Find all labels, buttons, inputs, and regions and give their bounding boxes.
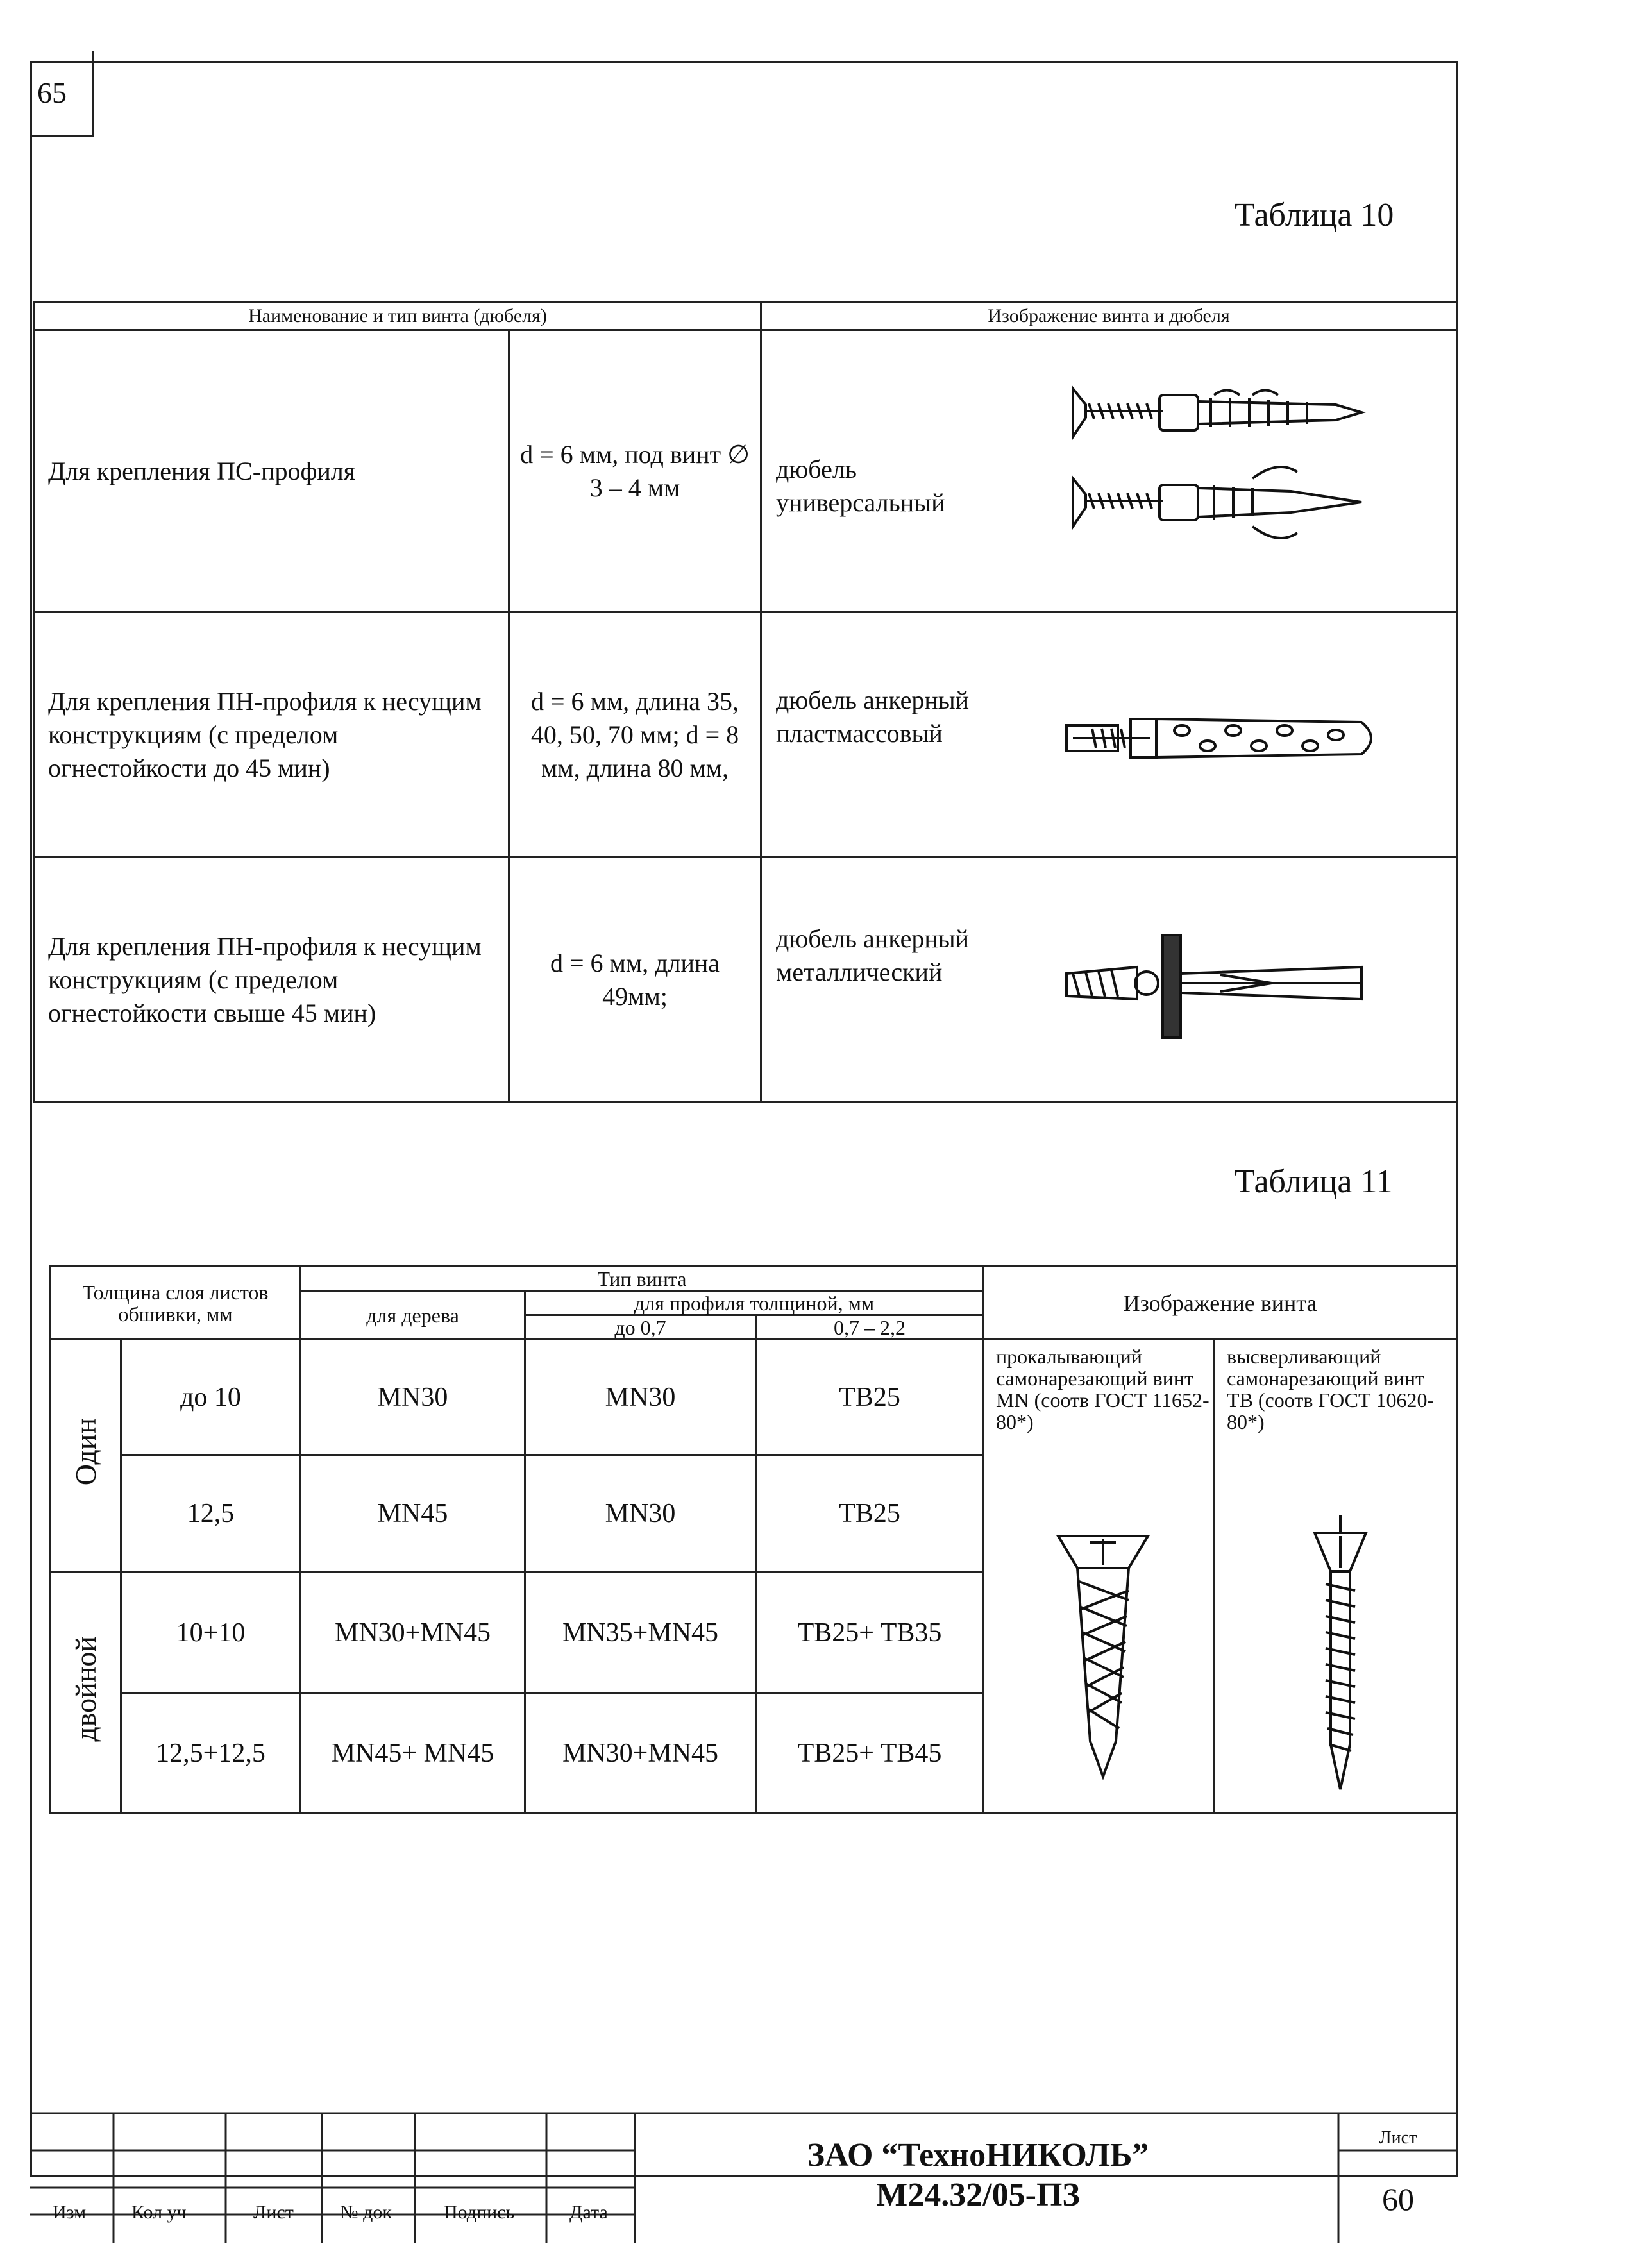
row-name: Для крепления ПН-профиля к несущим конструкциям (с пределом огнестойкости свыше 45 мин) <box>35 857 509 1102</box>
table-row <box>51 1340 1457 1455</box>
group-single: Один <box>51 1340 121 1572</box>
screw-mn-image <box>1042 1530 1164 1786</box>
stamp-label-change: Изм <box>53 2202 87 2223</box>
row-image-cell <box>761 612 1457 857</box>
screw-mn-note: прокалывающий самонарезающий винт MN (соотв ГОСТ 11652-80*) <box>996 1345 1210 1433</box>
row-name: Для крепления ПН-профиля к несущим конструкциям (с пределом огнестойкости до 45 мин) <box>35 612 509 857</box>
row-name: Для крепления ПС-профиля <box>35 330 509 612</box>
metal-anchor-dowel-image <box>1060 929 1394 1044</box>
cell-range: TB25+ TB35 <box>756 1572 984 1694</box>
group-double: двойной <box>51 1572 121 1813</box>
row-type: дюбель анкерный металлический <box>776 924 970 986</box>
table11-header-image: Изображение винта <box>984 1267 1457 1340</box>
table11-header-thickness: Толщина слоя листов обшивки, мм <box>51 1267 301 1340</box>
screw-mn-cell <box>984 1340 1215 1813</box>
stamp-sheet-label: Лист <box>1379 2128 1417 2148</box>
doc-code: М24.32/05-ПЗ <box>876 2177 1080 2213</box>
cell-thickness: 10+10 <box>121 1572 301 1694</box>
table11-header-wood: для дерева <box>301 1291 525 1340</box>
cell-wood: MN45 <box>301 1455 525 1572</box>
cell-wood: MN30+MN45 <box>301 1572 525 1694</box>
stamp-label-sheet: Лист <box>253 2202 294 2223</box>
screw-tb-image <box>1292 1514 1388 1796</box>
cell-range: TB25+ TB45 <box>756 1694 984 1813</box>
cell-thickness: 12,5 <box>121 1455 301 1572</box>
table10-header-image: Изображение винта и дюбеля <box>761 303 1457 330</box>
table10-header-name: Наименование и тип винта (дюбеля) <box>35 303 761 330</box>
table-row <box>35 857 1457 1102</box>
stamp-label-count: Кол уч <box>131 2202 187 2223</box>
cell-upto07: MN30 <box>525 1340 756 1455</box>
cell-range: TB25 <box>756 1340 984 1455</box>
stamp-organization <box>635 2136 1321 2215</box>
row-params: d = 6 мм, длина 49мм; <box>509 857 761 1102</box>
table11-header-range: 0,7 – 2,2 <box>756 1315 984 1340</box>
row-image-cell <box>761 857 1457 1102</box>
stamp-label-signature: Подпись <box>444 2202 515 2223</box>
table11-caption: Таблица 11 <box>1235 1163 1393 1200</box>
cell-thickness: 12,5+12,5 <box>121 1694 301 1813</box>
row-params: d = 6 мм, длина 35, 40, 50, 70 мм; d = 8 мм, длина 80 мм, <box>509 612 761 857</box>
table11-header-upto07: до 0,7 <box>525 1315 756 1340</box>
table11-header-profile: для профиля толщиной, мм <box>525 1291 984 1315</box>
cell-thickness: до 10 <box>121 1340 301 1455</box>
table10-caption: Таблица 10 <box>1235 197 1394 233</box>
universal-dowel-image <box>1060 366 1381 571</box>
screw-tb-note: высверливающий самонарезающий винт TB (соотв ГОСТ 10620-80*) <box>1227 1345 1435 1433</box>
cell-range: TB25 <box>756 1455 984 1572</box>
row-params: d = 6 мм, под винт ∅ 3 – 4 мм <box>509 330 761 612</box>
row-type: дюбель универсальный <box>776 455 945 517</box>
org-name: ЗАО “ТехноНИКОЛЬ” <box>807 2137 1149 2173</box>
table11 <box>49 1265 1458 1814</box>
cell-upto07: MN30 <box>525 1455 756 1572</box>
cell-upto07: MN30+MN45 <box>525 1694 756 1813</box>
stamp-sheet-number: 60 <box>1382 2181 1414 2217</box>
stamp-label-docnum: № док <box>340 2202 392 2223</box>
plastic-anchor-dowel-image <box>1060 700 1387 777</box>
table-row <box>35 330 1457 612</box>
table-row <box>35 612 1457 857</box>
row-image-cell <box>761 330 1457 612</box>
table10 <box>33 301 1458 1103</box>
stamp-label-date: Дата <box>569 2202 608 2223</box>
cell-upto07: MN35+MN45 <box>525 1572 756 1694</box>
screw-tb-cell <box>1215 1340 1457 1813</box>
cell-wood: MN30 <box>301 1340 525 1455</box>
page-number: 65 <box>37 76 67 109</box>
cell-wood: MN45+ MN45 <box>301 1694 525 1813</box>
table11-header-screw-type: Тип винта <box>301 1267 984 1291</box>
row-type: дюбель анкерный пластмассовый <box>776 686 970 748</box>
